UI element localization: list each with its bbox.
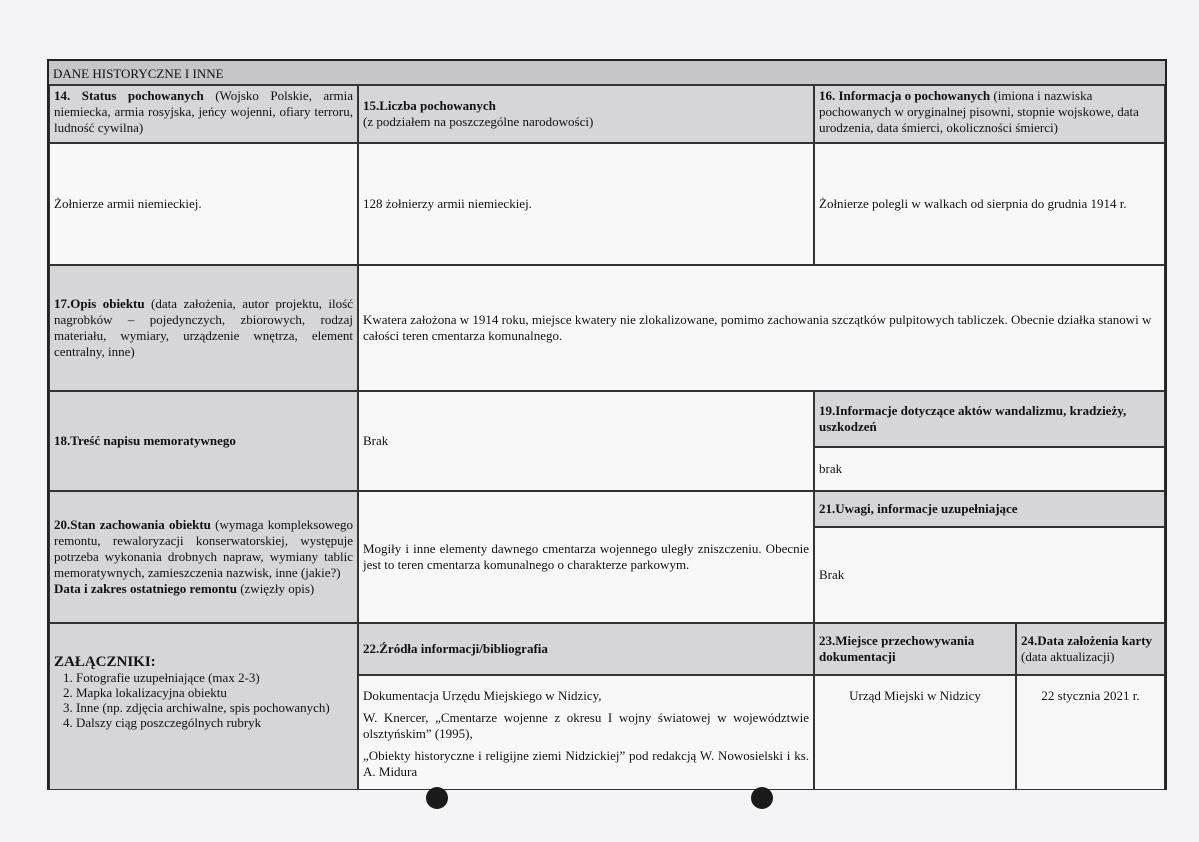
field-18-title: 18.Treść napisu memoratywnego: [54, 433, 236, 448]
field-19-value: [814, 447, 1165, 491]
field-16-text: Żołnierze polegli w walkach od sierpnia do grudnia 1914 r.: [819, 196, 1127, 211]
field-21-title: 21.Uwagi, informacje uzupełniające: [819, 501, 1018, 516]
field-17-value: [358, 265, 1165, 391]
field-23-label: [814, 623, 1016, 675]
attachments-title: ZAŁĄCZNIKI:: [54, 654, 156, 670]
field-14-title: 14. Status pochowanych: [54, 88, 204, 103]
source-item: Dokumentacja Urzędu Miejskiego w Nidzicy,: [363, 688, 602, 703]
attachment-item: 2. Mapka lokalizacyjna obiektu: [76, 685, 353, 700]
section-header: [49, 61, 1165, 85]
field-16-label: [814, 85, 1165, 143]
field-20-title: 20.Stan zachowania obiektu: [54, 517, 211, 532]
field-21-text: Brak: [819, 567, 845, 582]
field-23-text: Urząd Miejski w Nidzicy: [849, 688, 981, 703]
field-20-label: [49, 491, 358, 623]
field-15-text: 128 żołnierzy armii niemieckiej.: [363, 196, 532, 211]
field-19-title: 19.Informacje dotyczące aktów wandalizmu, kradzieży, uszkodzeń: [819, 403, 1127, 434]
form-sheet: [47, 59, 1167, 790]
field-23-title: 23.Miejsce przechowywania dokumentacji: [819, 633, 975, 664]
field-14-hint: (Wojsko Polskie, armia niemiecka, armia rosyjska, jeńcy wojenni, ofiary terroru, ludność cywilna): [54, 88, 354, 135]
field-15-label: [358, 85, 814, 143]
field-18-label: [49, 391, 358, 491]
field-24-title: 24.Data założenia karty: [1021, 633, 1153, 648]
field-19-text: brak: [819, 461, 843, 476]
attachments-box: [49, 623, 358, 790]
attachment-item: 4. Dalszy ciąg poszczególnych rubryk: [76, 715, 353, 730]
field-15-title: 15.Liczba pochowanych: [363, 98, 496, 113]
field-21-label: [814, 491, 1165, 527]
field-22-value: [358, 675, 814, 790]
field-17-label: [49, 265, 358, 391]
field-24-value: [1016, 675, 1165, 790]
field-22-title: 22.Źródła informacji/bibliografia: [363, 641, 548, 656]
field-16-hint: (imiona i nazwiska pochowanych w oryginalnej pisowni, stopnie wojskowe, data urodzenia, data śmierci, okoliczności śmierci): [819, 88, 1139, 135]
field-20-text: Mogiły i inne elementy dawnego cmentarza wojennego uległy zniszczeniu. Obecnie jest to teren cmentarza komunalnego o charakterze parkowym.: [363, 541, 809, 572]
punch-hole-right: [751, 787, 773, 809]
field-14-value: [49, 143, 358, 265]
section-title: DANE HISTORYCZNE I INNE: [53, 66, 224, 81]
field-24-hint: (data aktualizacji): [1021, 649, 1115, 664]
field-20-hint: (wymaga kompleksowego remontu, rewaloryzacji konserwatorskiej, występuje potrzeba wykonania drobnych napraw, wymiany tablic memoratywnych, zamieszczenia nazwisk, inne (jakie?): [54, 517, 353, 580]
field-18-text: Brak: [363, 433, 389, 448]
field-14-label: [49, 85, 358, 143]
field-17-hint: (data założenia, autor projektu, ilość nagrobków – pojedynczych, zbiorowych, rodzaj materiału, wymiary, urządzenie wnętrza, element centralny, inne): [54, 296, 353, 359]
field-23-value: [814, 675, 1016, 790]
field-20-repair-title: Data i zakres ostatniego remontu: [54, 581, 237, 596]
field-18-value: [358, 391, 814, 491]
field-20-repair-hint: (zwięzły opis): [236, 581, 315, 596]
field-15-hint: (z podziałem na poszczególne narodowości): [363, 114, 594, 129]
field-14-text: Żołnierze armii niemieckiej.: [54, 196, 202, 211]
field-24-label: [1016, 623, 1165, 675]
punch-hole-left: [426, 787, 448, 809]
attachments-list: [54, 670, 353, 730]
source-item: W. Knercer, „Cmentarze wojenne z okresu I wojny światowej w województwie olsztyńskim” (1995),: [363, 710, 809, 741]
field-15-value: [358, 143, 814, 265]
field-19-label: [814, 391, 1165, 447]
field-20-value: [358, 491, 814, 623]
attachment-item: 3. Inne (np. zdjęcia archiwalne, spis pochowanych): [76, 700, 353, 715]
field-17-text: Kwatera założona w 1914 roku, miejsce kwatery nie zlokalizowane, pomimo zachowania szczątków pulpitowych tabliczek. Obecnie działka stanowi w całości teren cmentarza komunalnego.: [363, 312, 1152, 343]
source-item: „Obiekty historyczne i religijne ziemi Nidzickiej” pod redakcją W. Nowosielski i ks. A. Midura: [363, 748, 809, 779]
field-17-title: 17.Opis obiektu: [54, 296, 145, 311]
field-22-label: [358, 623, 814, 675]
field-21-value: [814, 527, 1165, 623]
field-16-value: [814, 143, 1165, 265]
field-16-title: 16. Informacja o pochowanych: [819, 88, 991, 103]
field-24-text: 22 stycznia 2021 r.: [1041, 688, 1140, 703]
attachment-item: 1. Fotografie uzupełniające (max 2-3): [76, 670, 353, 685]
